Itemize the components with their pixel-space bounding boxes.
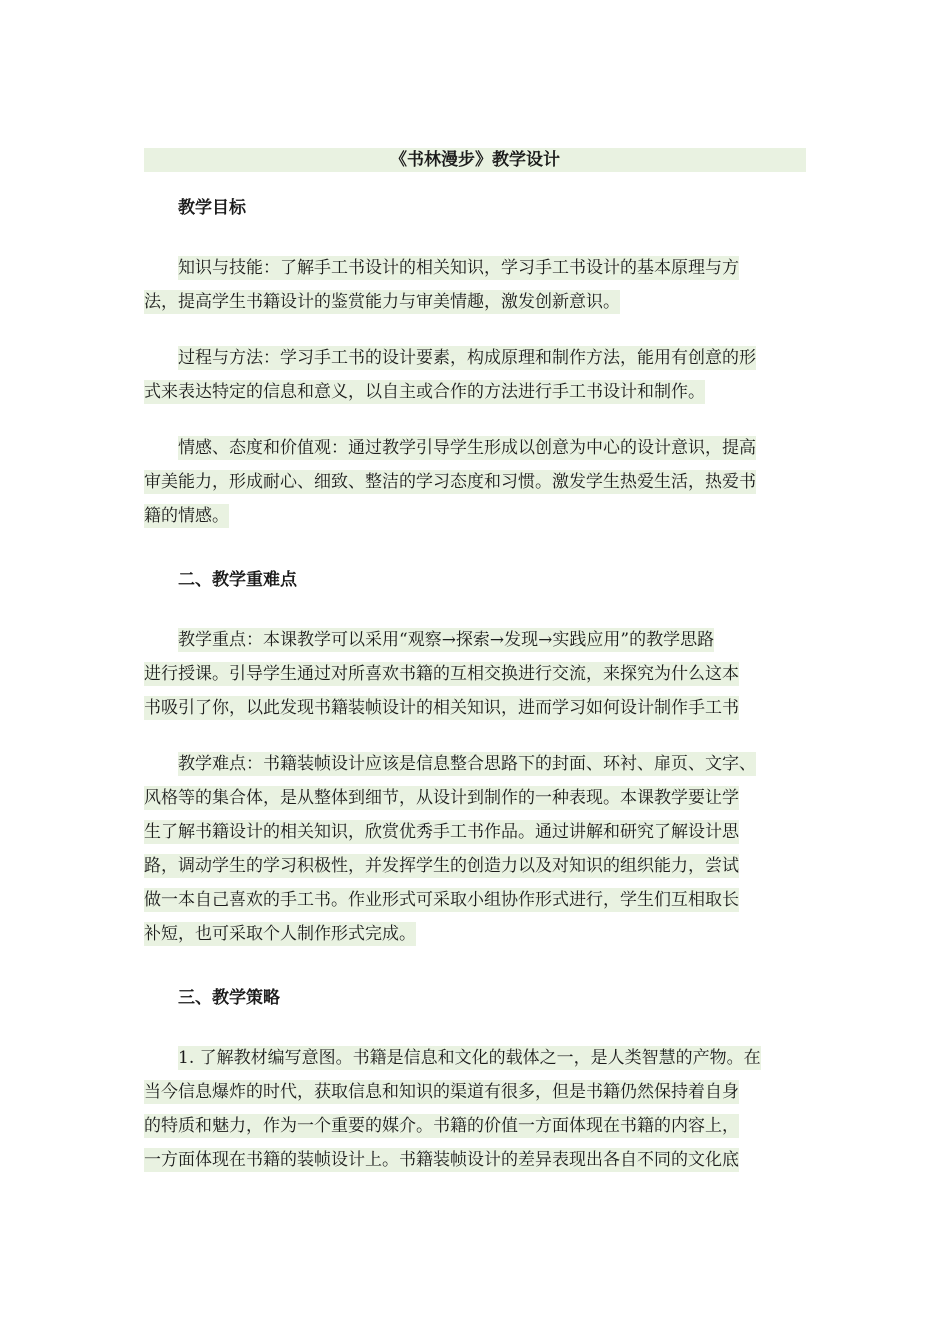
- section-heading: 三、教学策略: [178, 988, 280, 1008]
- document-title: 《书林漫步》教学设计: [144, 148, 806, 172]
- text-line: 进行授课。引导学生通过对所喜欢书籍的互相交换进行交流，来探究为什么这本: [144, 664, 739, 684]
- text-line: 1. 了解教材编写意图。书籍是信息和文化的载体之一，是人类智慧的产物。在: [178, 1048, 761, 1068]
- text-line: 补短，也可采取个人制作形式完成。: [144, 924, 416, 944]
- text-line: 教学重点：本课教学可以采用“观察→探索→发现→实践应用”的教学思路: [178, 630, 715, 650]
- text-line: 法，提高学生书籍设计的鉴赏能力与审美情趣，激发创新意识。: [144, 292, 620, 312]
- document-page: [144, 148, 806, 1182]
- text-line: 路，调动学生的学习积极性，并发挥学生的创造力以及对知识的组织能力，尝试: [144, 856, 739, 876]
- text-line: 当今信息爆炸的时代，获取信息和知识的渠道有很多，但是书籍仍然保持着自身: [144, 1082, 739, 1102]
- text-line: 生了解书籍设计的相关知识，欣赏优秀手工书作品。通过讲解和研究了解设计思: [144, 822, 739, 842]
- paragraph: [144, 628, 806, 720]
- paragraph: [144, 752, 806, 946]
- text-line: 做一本自己喜欢的手工书。作业形式可采取小组协作形式进行，学生们互相取长: [144, 890, 739, 910]
- text-line: 书吸引了你，以此发现书籍装帧设计的相关知识，进而学习如何设计制作手工书: [144, 698, 739, 718]
- text-line: 审美能力，形成耐心、细致、整洁的学习态度和习惯。激发学生热爱生活，热爱书: [144, 472, 756, 492]
- text-line: 籍的情感。: [144, 506, 229, 526]
- paragraph: [144, 256, 806, 314]
- paragraph: [144, 346, 806, 404]
- text-line: 知识与技能：了解手工书设计的相关知识，学习手工书设计的基本原理与方: [178, 258, 739, 278]
- section-heading: 二、教学重难点: [178, 570, 297, 590]
- text-line: 教学难点：书籍装帧设计应该是信息整合思路下的封面、环衬、扉页、文字、: [178, 754, 756, 774]
- text-line: 式来表达特定的信息和意义，以自主或合作的方法进行手工书设计和制作。: [144, 382, 705, 402]
- section-heading: 教学目标: [178, 198, 246, 218]
- text-line: 的特质和魅力，作为一个重要的媒介。书籍的价值一方面体现在书籍的内容上，: [144, 1116, 739, 1136]
- paragraph: [144, 436, 806, 528]
- document-body: [144, 196, 806, 1172]
- text-line: 一方面体现在书籍的装帧设计上。书籍装帧设计的差异表现出各自不同的文化底: [144, 1150, 739, 1170]
- text-line: 过程与方法：学习手工书的设计要素，构成原理和制作方法，能用有创意的形: [178, 348, 756, 368]
- text-line: 风格等的集合体，是从整体到细节，从设计到制作的一种表现。本课教学要让学: [144, 788, 739, 808]
- paragraph: [144, 1046, 806, 1172]
- text-line: 情感、态度和价值观：通过教学引导学生形成以创意为中心的设计意识，提高: [178, 438, 756, 458]
